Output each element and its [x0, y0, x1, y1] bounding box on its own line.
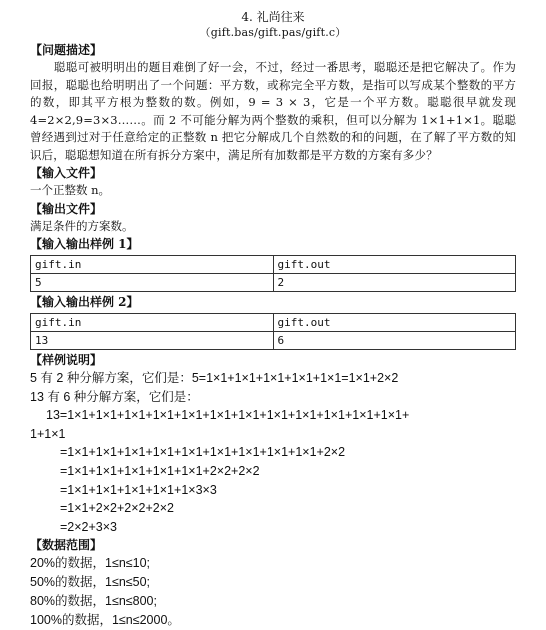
- problem-heading: 【问题描述】: [30, 43, 103, 57]
- source-files: （gift.bas/gift.pas/gift.c）: [199, 26, 347, 39]
- sample2-in-label: gift.in: [31, 314, 274, 332]
- sample1-out-label: gift.out: [273, 256, 516, 274]
- sample2-out-label: gift.out: [273, 314, 516, 332]
- explanation-line: 5 有 2 种分解方案，它们是：5=1×1+1×1+1×1+1×1+1×1=1×1+2×2: [30, 371, 399, 385]
- problem-description: 聪聪可被明明出的题目难倒了好一会，不过，经过一番思考，聪聪还是把它解决了。作为回报，聪聪也给明明出了一个问题：平方数，或称完全平方数，是指可以写成某个整数的平方的数，即其平方根为整数的数。例如，9 = 3 × 3，它是一个平方数。聪聪很早就发现 4=2×2,9=3×3……。而 2 不可能分解为两个整数的乘积，但可以分解为 1×1+1×1。聪聪曾经遇到过对于任意给定的正整数 n 把它分解成几个自然数的和的问题，在了解了平方数的知识后，聪聪想知道在所有拆分方案中，满足所有加数都是平方数的方案有多少？: [30, 60, 516, 162]
- range-heading: 【数据范围】: [30, 538, 103, 553]
- explanation-line: =1×1+1×1+1×1+1×1+1×1+2×2+2×2: [60, 463, 260, 478]
- range-line: 80%的数据，1≤n≤800;: [30, 594, 157, 609]
- problem-page: [30, 0, 516, 630]
- explanation-heading: 【样例说明】: [30, 353, 103, 367]
- sample1-heading: 【输入输出样例 1】: [30, 237, 139, 251]
- sample1-in-label: gift.in: [31, 256, 274, 274]
- input-heading: 【输入文件】: [30, 166, 103, 180]
- range-line: 50%的数据，1≤n≤50;: [30, 575, 151, 590]
- explanation-line: 1+1×1: [30, 426, 66, 441]
- explanation-line: =2×2+3×3: [60, 519, 118, 534]
- range-line: 100%的数据，1≤n≤2000。: [30, 613, 180, 628]
- range-block: [30, 554, 516, 630]
- input-description: 一个正整数 n。: [30, 183, 111, 197]
- sample1-table: [30, 255, 516, 292]
- explanation-line: 13 有 6 种分解方案，它们是：: [30, 389, 199, 404]
- explanation-line: 13=1×1+1×1+1×1+1×1+1×1+1×1+1×1+1×1+1×1+1×1+1×1+1×1+: [46, 408, 410, 423]
- output-heading: 【输出文件】: [30, 201, 103, 216]
- sample2-out-value: 6: [273, 332, 516, 350]
- problem-title: 4. 礼尚往来: [241, 10, 305, 24]
- sample2-heading: 【输入输出样例 2】: [30, 295, 139, 309]
- explanation-line: =1×1+1×1+1×1+1×1+1×1+1×1+1×1+1×1+1×1+2×2: [60, 445, 346, 460]
- sample2-in-value: 13: [31, 332, 274, 350]
- explanation-line: =1×1+2×2+2×2+2×2: [60, 501, 175, 516]
- output-description: 满足条件的方案数。: [30, 218, 134, 233]
- explanation-block: [30, 369, 516, 536]
- range-line: 20%的数据，1≤n≤10;: [30, 556, 151, 571]
- explanation-line: =1×1+1×1+1×1+1×1+1×3×3: [60, 482, 217, 497]
- sample2-table: [30, 313, 516, 350]
- sample1-out-value: 2: [273, 274, 516, 292]
- sample1-in-value: 5: [31, 274, 274, 292]
